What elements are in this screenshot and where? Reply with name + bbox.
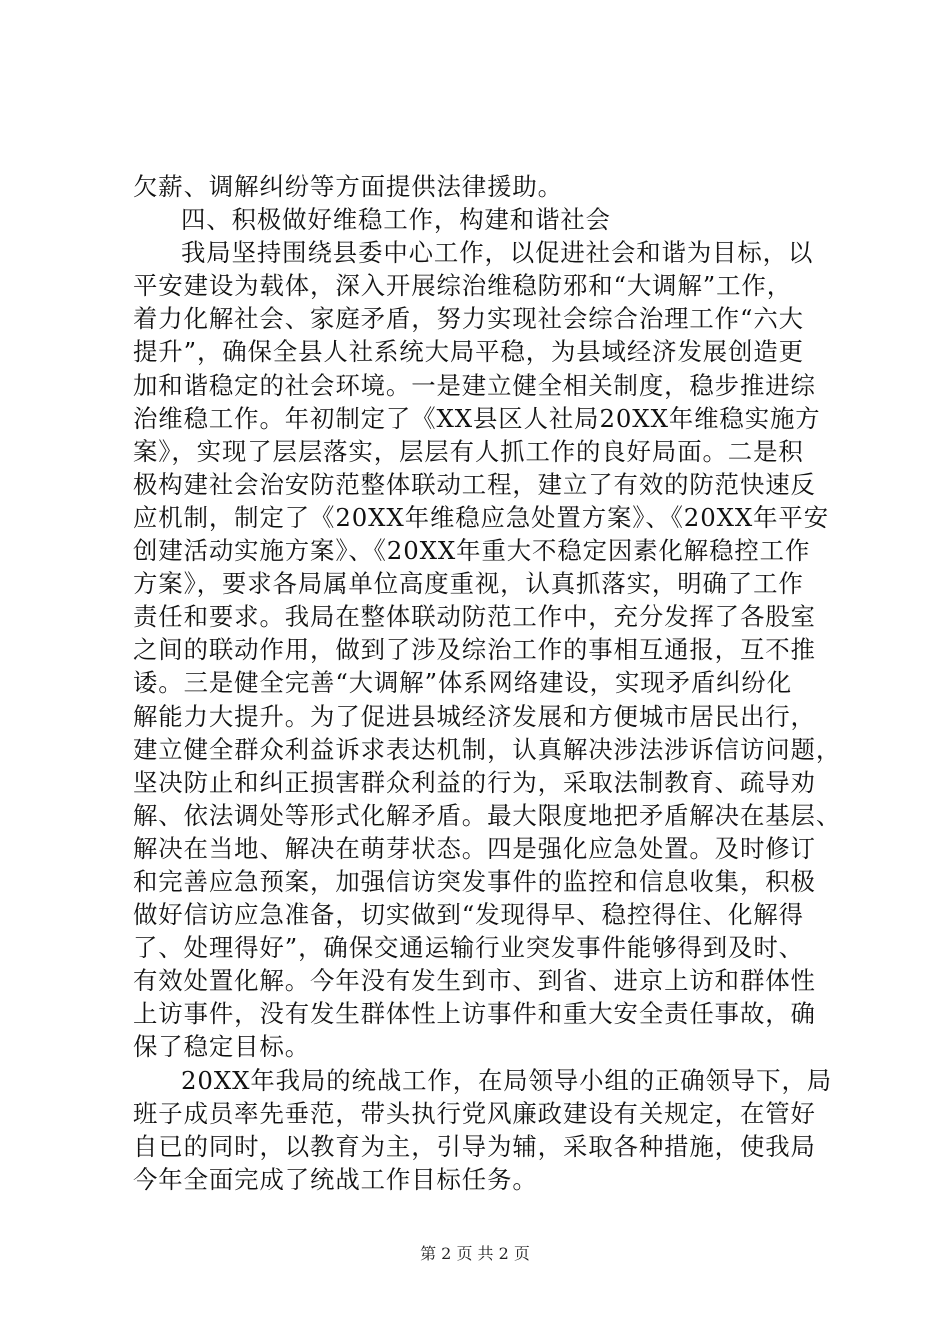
text-line: 应机制，制定了《20XX年维稳应急处置方案》、《20XX年平安 <box>133 502 830 532</box>
text-line: 解能力大提升。为了促进县城经济发展和方便城市居民出行， <box>133 701 816 731</box>
text-line: 加和谐稳定的社会环境。一是建立健全相关制度，稳步推进综 <box>133 370 816 400</box>
page-number-footer: 第 2 页 共 2 页 <box>420 1244 530 1263</box>
text-line: 班子成员率先垂范，带头执行党风廉政建设有关规定，在管好 <box>133 1098 816 1128</box>
document-body <box>133 170 842 1196</box>
text-line: 治维稳工作。年初制定了《XX县区人社局20XX年维稳实施方 <box>133 403 821 433</box>
text-line: 提升”，确保全县人社系统大局平稳，为县域经济发展创造更 <box>133 337 804 367</box>
text-line: 建立健全群众利益诉求表达机制，认真解决涉法涉诉信访问题， <box>133 734 842 764</box>
section-heading: 四、积极做好维稳工作，构建和谐社会 <box>181 205 611 235</box>
text-line: 做好信访应急准备，切实做到“发现得早、稳控得住、化解得 <box>133 900 804 930</box>
text-line: 坚决防止和纠正损害群众利益的行为，采取法制教育、疏导劝 <box>133 767 816 797</box>
text-line: 平安建设为载体，深入开展综治维稳防邪和“大调解”工作， <box>133 271 793 301</box>
text-line: 保了稳定目标。 <box>133 1032 311 1062</box>
text-line: 我局坚持围绕县委中心工作，以促进社会和谐为目标，以 <box>181 238 814 268</box>
text-line: 创建活动实施方案》、《20XX年重大不稳定因素化解稳控工作 <box>133 536 811 566</box>
text-line: 和完善应急预案，加强信访突发事件的监控和信息收集，积极 <box>133 866 816 896</box>
text-line: 今年全面完成了统战工作目标任务。 <box>133 1164 538 1194</box>
text-line: 诿。三是健全完善“大调解”体系网络建设，实现矛盾纠纷化 <box>133 668 793 698</box>
text-line: 极构建社会治安防范整体联动工程，建立了有效的防范快速反 <box>133 469 816 499</box>
text-line: 责任和要求。我局在整体联动防范工作中，充分发挥了各股室 <box>133 602 816 632</box>
text-line: 解、依法调处等形式化解矛盾。最大限度地把矛盾解决在基层、 <box>133 800 842 830</box>
text-line: 有效处置化解。今年没有发生到市、到省、进京上访和群体性 <box>133 966 816 996</box>
text-line: 案》，实现了层层落实，层层有人抓工作的良好局面。二是积 <box>133 436 804 466</box>
text-line: 了、处理得好”，确保交通运输行业突发事件能够得到及时、 <box>133 933 804 963</box>
text-line: 着力化解社会、家庭矛盾，努力实现社会综合治理工作“六大 <box>133 304 804 334</box>
text-line: 上访事件，没有发生群体性上访事件和重大安全责任事故，确 <box>133 999 816 1029</box>
text-line: 自已的同时，以教育为主，引导为辅，采取各种措施，使我局 <box>133 1131 816 1161</box>
text-line: 方案》，要求各局属单位高度重视，认真抓落实，明确了工作 <box>133 569 804 599</box>
text-line: 之间的联动作用，做到了涉及综治工作的事相互通报，互不推 <box>133 635 816 665</box>
text-line: 解决在当地、解决在萌芽状态。四是强化应急处置。及时修订 <box>133 833 816 863</box>
text-line: 欠薪、调解纠纷等方面提供法律援助。 <box>133 172 563 201</box>
text-line: 20XX年我局的统战工作，在局领导小组的正确领导下，局 <box>181 1065 833 1095</box>
